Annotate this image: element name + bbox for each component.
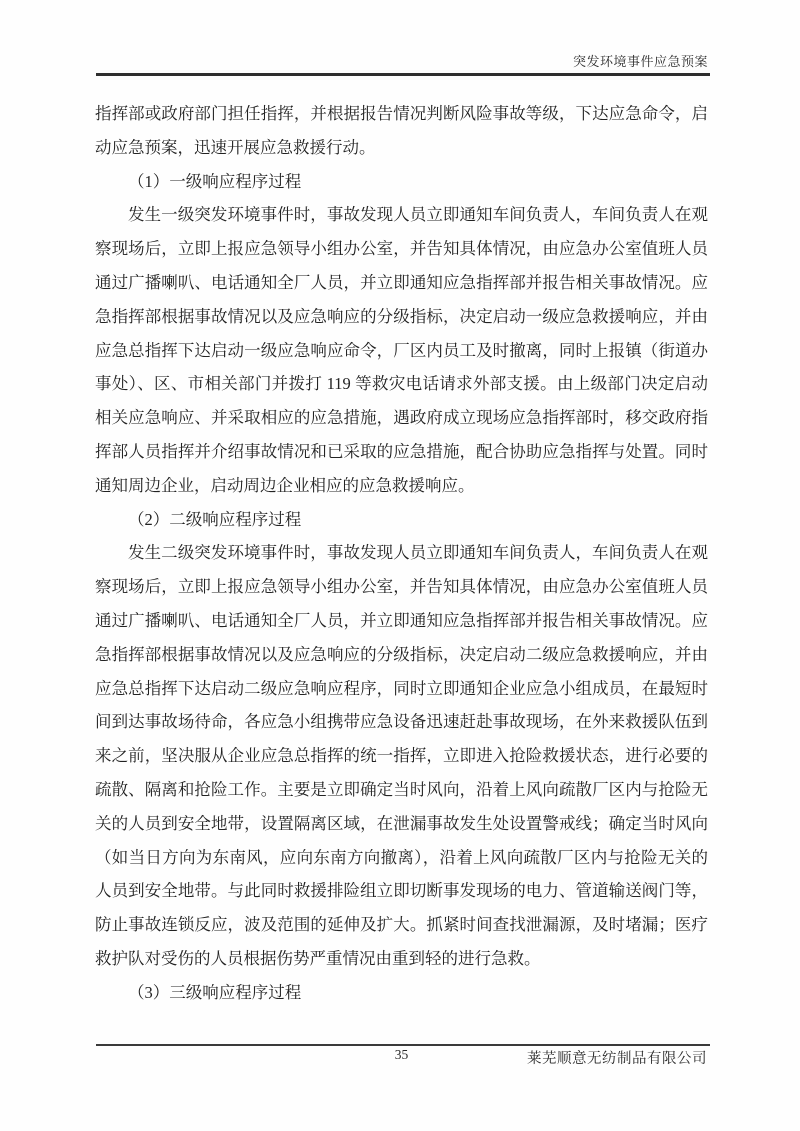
section-heading: （3）三级响应程序过程 bbox=[128, 982, 302, 1002]
page-number: 35 bbox=[394, 1047, 409, 1062]
footer-company-name: 莱芜顺意无纺制品有限公司 bbox=[527, 1051, 707, 1067]
section-heading: （2）二级响应程序过程 bbox=[128, 509, 302, 529]
paragraph: 指挥部或政府部门担任指挥，并根据报告情况判断风险事故等级，下达应急命令，启动应急预案，迅速开展应急救援行动。 bbox=[95, 104, 708, 157]
header-rule bbox=[96, 73, 710, 76]
footer-rule bbox=[96, 1044, 710, 1046]
paragraph: 发生二级突发环境事件时，事故发现人员立即通知车间负责人，车间负责人在观察现场后，立即上报应急领导小组办公室，并告知具体情况，由应急办公室值班人员通过广播喇叭、电话通知全厂人员，并立即通知应急指挥部并报告相关事故情况。应急指挥部根据事故情况以及应急响应的分级指标，决定启动二级应急救援响应，并由应急总指挥下达启动二级应急响应程序，同时立即通知企业应急小组成员，在最短时间到达事故场待命，各应急小组携带应急设备迅速赶赴事故现场，在外来救援队伍到来之前，坚决服从企业应急总指挥的统一指挥，立即进入抢险救援状态，进行必要的疏散、隔离和抢险工作。主要是立即确定当时风向，沿着上风向疏散厂区内与抢险无关的人员到安全地带，设置隔离区域，在泄漏事故发生处设置警戒线；确定当时风向（如当日方向为东南风，应向东南方向撤离），沿着上风向疏散厂区内与抢险无关的人员到安全地带。与此同时救援排险组立即切断事发现场的电力、管道输送阀门等，防止事故连锁反应，波及范围的延伸及扩大。抓紧时间查找泄漏源，及时堵漏；医疗救护队对受伤的人员根据伤势严重情况由重到轻的进行急救。 bbox=[95, 543, 708, 968]
paragraph: 发生一级突发环境事件时，事故发现人员立即通知车间负责人，车间负责人在观察现场后，立即上报应急领导小组办公室，并告知具体情况，由应急办公室值班人员通过广播喇叭、电话通知全厂人员，并立即通知应急指挥部并报告相关事故情况。应急指挥部根据事故情况以及应急响应的分级指标，决定启动一级应急救援响应，并由应急总指挥下达启动一级应急响应命令，厂区内员工及时撤离，同时上报镇（街道办事处）、区、市相关部门并拨打 119 等救灾电话请求外部支援。由上级部门决定启动相关应急响应、并采取相应的应急措施，遇政府成立现场应急指挥部时，移交政府指挥部人员指挥并介绍事故情况和已采取的应急措施，配合协助应急指挥与处置。同时通知周边企业，启动周边企业相应的应急救援响应。 bbox=[95, 205, 708, 495]
section-heading: （1）一级响应程序过程 bbox=[128, 171, 302, 191]
document-body bbox=[95, 97, 708, 1010]
header-title: 突发环境事件应急预案 bbox=[572, 54, 708, 69]
